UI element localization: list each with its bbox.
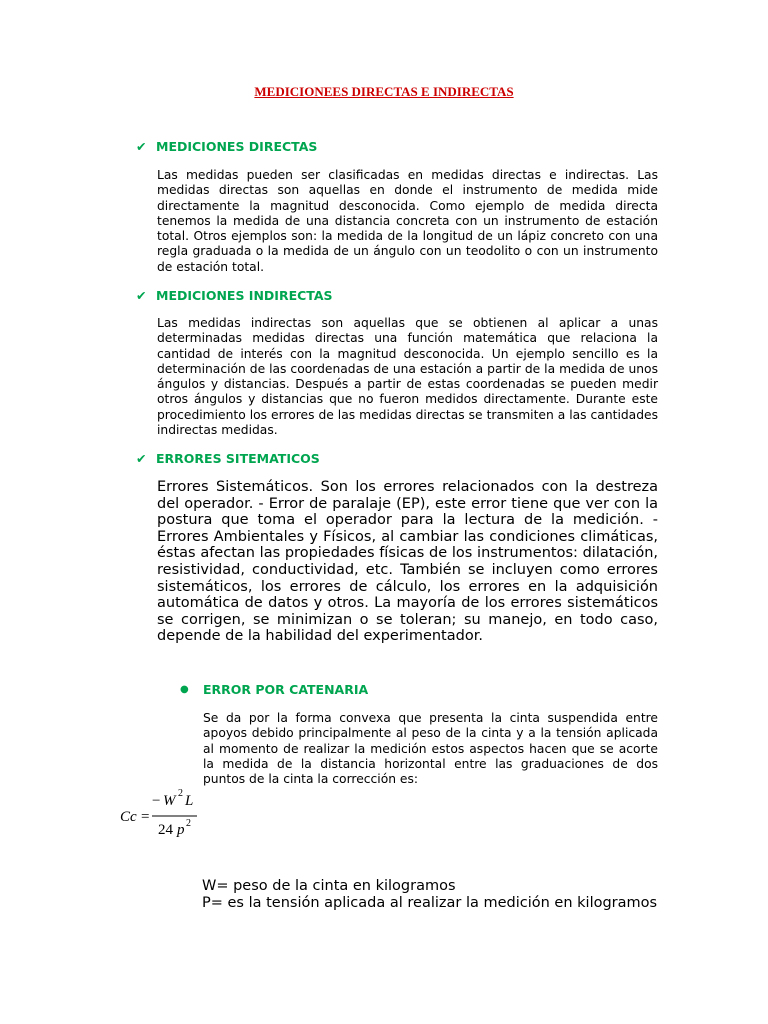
section-heading-sistematicos (136, 451, 320, 466)
section-heading-indirectas (136, 288, 333, 303)
paragraph-sistematicos: Errores Sistemáticos. Son los errores relacionados con la destreza del operador. - Error de paralaje (EP), este error tiene que ver con la postura que toma el operador para la lectura de la medición. - Errores Ambientales y Físicos, al cambiar las condiciones climáticas, éstas afectan las propiedades físicas de los instrumentos: dilatación, resistividad, conductividad, etc. También se incluyen como errores sistemáticos, los errores de cálculo, los errores en la adquisición automática de datos y otros. La mayoría de los errores sistemáticos se corrigen, se minimizan o se toleran; su manejo, en todo caso, depende de la habilidad del experimentador. (157, 479, 658, 645)
checkmark-icon: ✔ (136, 139, 147, 154)
definition-w: W= peso de la cinta en kilogramos (202, 878, 456, 894)
formula-den-var: p (177, 822, 185, 838)
paragraph-catenaria: Se da por la forma convexa que presenta la cinta suspendida entre apoyos debido principalmente al peso de la cinta y a la tensión aplicada al momento de realizar la medición estos aspectos hacen que se acorte la medida de la distancia horizontal entre las graduaciones de dos puntos de la cinta la corrección es: (203, 711, 658, 787)
paragraph-indirectas: Las medidas indirectas son aquellas que se obtienen al aplicar a unas determinadas medidas directas una función matemática que relaciona la cantidad de interés con la magnitud desconocida. Un ejemplo sencillo es la determinación de las coordenadas de una estación a partir de la medida de unos ángulos y distancias. Después a partir de estas coordenadas se pueden medir otros ángulos y distancias que no fueron medidos directamente. Durante este procedimiento los errores de las medidas directas se transmiten a las cantidades indirectas medidas. (157, 316, 658, 438)
definition-p: P= es la tensión aplicada al realizar la medición en kilogramos (202, 895, 658, 911)
heading-text: ERRORES SITEMATICOS (156, 451, 320, 466)
heading-text: MEDICIONES DIRECTAS (156, 139, 318, 154)
section-heading-directas (136, 139, 317, 154)
bullet-icon: ● (180, 684, 189, 695)
catenary-formula (118, 770, 208, 840)
heading-text: MEDICIONES INDIRECTAS (156, 288, 333, 303)
subheading-text: ERROR POR CATENARIA (203, 682, 369, 697)
formula-num-var: W (163, 793, 176, 809)
subsection-heading-catenaria (180, 682, 368, 697)
checkmark-icon: ✔ (136, 288, 147, 303)
formula-equals: = (141, 809, 150, 825)
formula-den-coef: 24 (158, 822, 173, 838)
document-title: MEDICIONEES DIRECTAS E INDIRECTAS (254, 84, 514, 99)
paragraph-directas: Las medidas pueden ser clasificadas en medidas directas e indirectas. Las medidas directas son aquellas en donde el instrumento de medida mide directamente la magnitud desconocida. Como ejemplo de medida directa tenemos la medida de una distancia concreta con un instrumento de estación total. Otros ejemplos son: la medida de la longitud de un lápiz concreto con una regla graduada o la medida de un ángulo con un teodolito o con un instrumento de estación total. (157, 168, 658, 274)
formula-num-sign: − (152, 793, 161, 809)
variable-definitions (202, 878, 657, 912)
formula-num-var2: L (185, 793, 194, 809)
formula-lhs: Cc (120, 809, 137, 825)
checkmark-icon: ✔ (136, 451, 147, 466)
formula-num-exp: 2 (178, 788, 183, 799)
formula-den-exp: 2 (186, 818, 191, 829)
